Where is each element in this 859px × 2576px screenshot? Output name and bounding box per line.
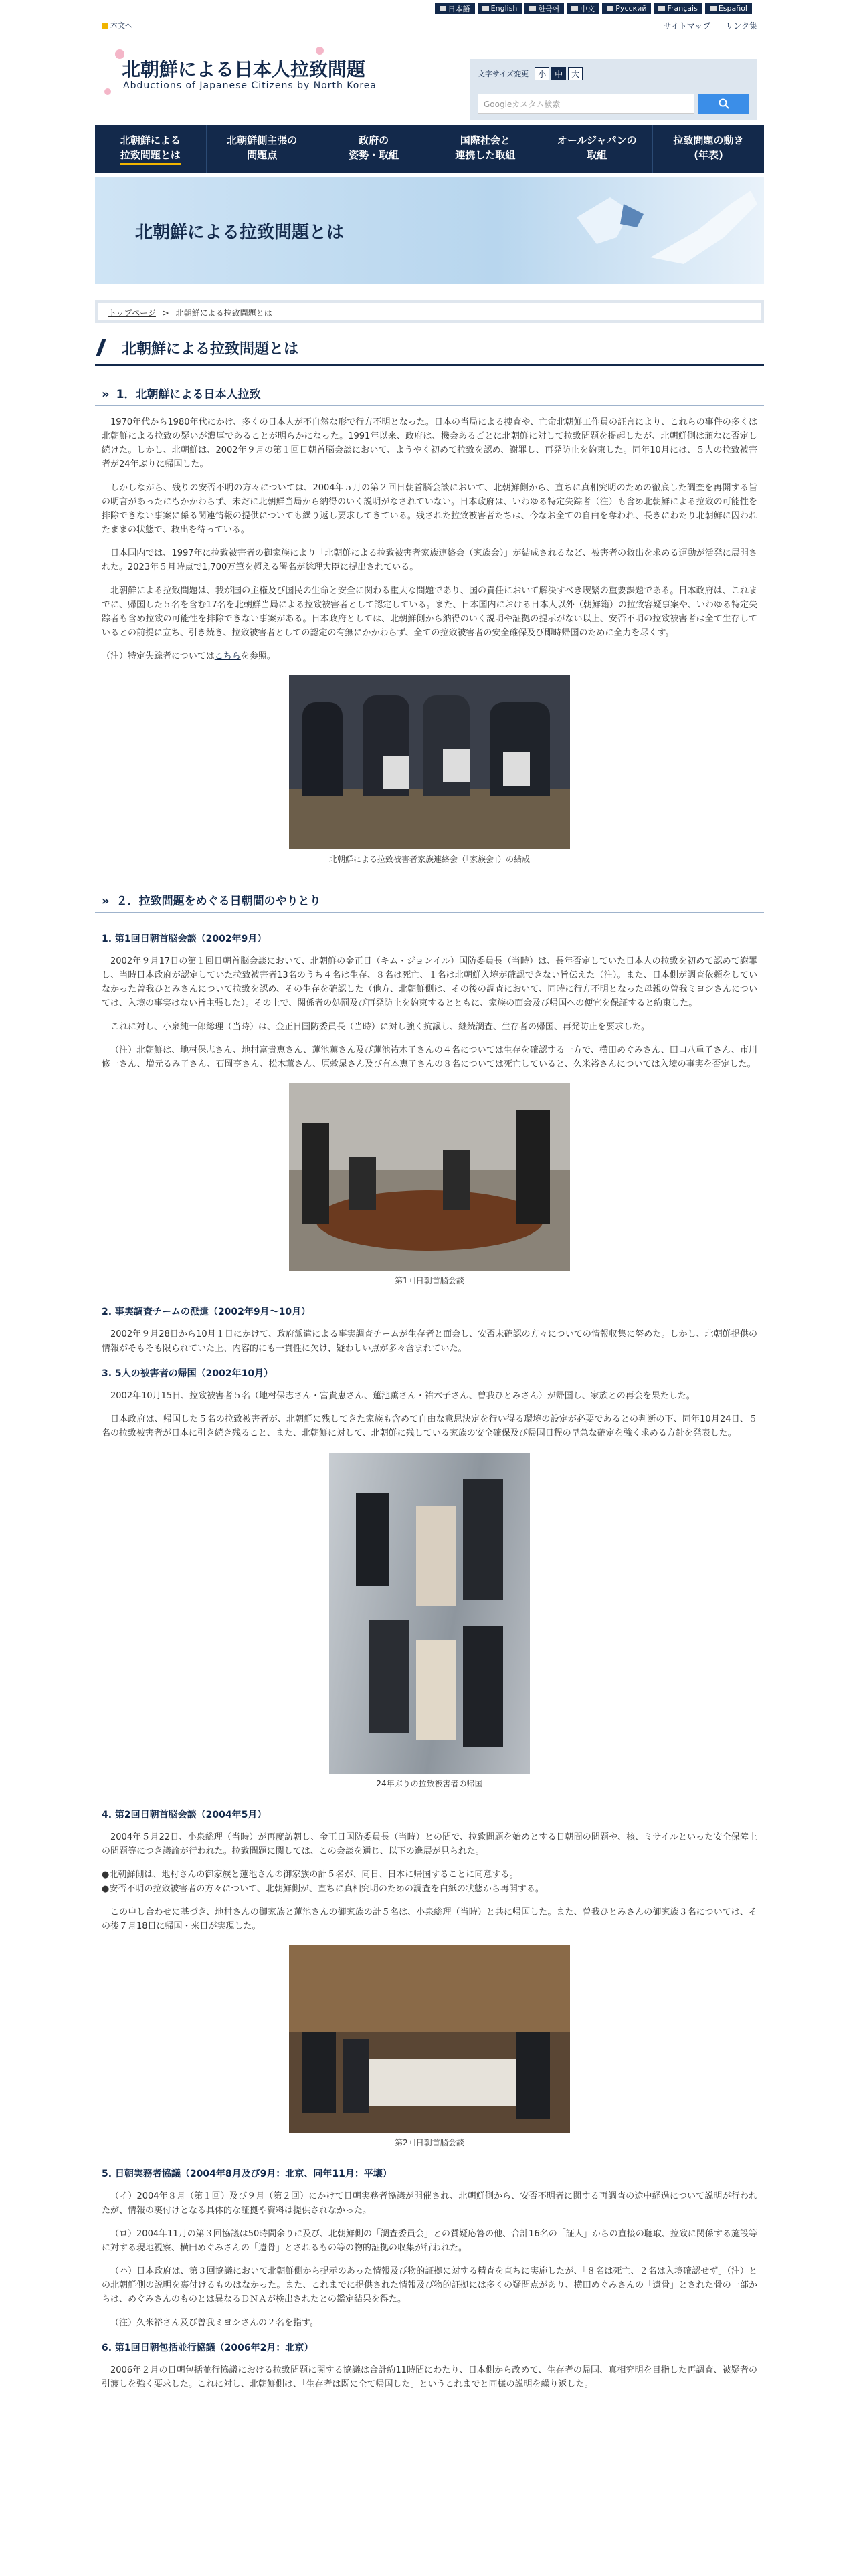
breadcrumb [95, 300, 764, 323]
page-title: 北朝鮮による拉致問題とは [135, 223, 345, 243]
flag-icon [440, 6, 446, 11]
font-size-switcher [478, 67, 749, 80]
nav-item[interactable] [95, 125, 207, 173]
paragraph: しかしながら、残りの安否不明の方々については、2004年５月の第２回日朝首脳会談において、北朝鮮側から、直ちに真相究明のための徹底した調査を再開する旨の明言があったにもかかわらず、未だに北朝鮮当局から納得のいく説明がなされていない。日本政府は、いわゆる特定失踪者（注）も含め北朝鮮による拉致の可能性を排除できない事案に係る関連情報の提供についても繰り返し要求してきている。残された拉致被害者たちは、今なお全ての自由を奪われ、長きにわたり北朝鮮に囚われたままの状態で、救出を待っている。 [102, 483, 757, 535]
paragraph: この申し合わせに基づき、地村さんの御家族と蓮池さんの御家族の計５名は、小泉総理（当時）と共に帰国した。また、曽我ひとみさんの御家族３名については、その後７月18日に帰国・来日が実現した。 [102, 1907, 757, 1931]
nav-item[interactable] [541, 125, 653, 173]
section-heading: 北朝鮮による拉致問題とは [95, 338, 764, 366]
language-link[interactable] [567, 3, 599, 14]
global-navigation [95, 125, 764, 173]
site-logo-title[interactable]: 北朝鮮による日本人拉致問題 [122, 58, 366, 80]
language-label: 한국어 [538, 4, 560, 13]
nav-item-line: 姿勢・取組 [349, 149, 399, 161]
language-label: Español [718, 4, 747, 13]
nav-item-line: 拉致問題の動き [673, 134, 744, 146]
paragraph: 2002年９月28日から10月１日にかけて、政府派遣による事実調査チームが生存者と面会し、安否未確認の方々についての情報収集に努めた。しかし、北朝鮮提供の情報がそもそも限られていた上、内容的にも一貫性に欠け、疑わしい点が多々含まれていた。 [102, 1329, 757, 1354]
paragraph: 2002年９月17日の第１回日朝首脳会談において、北朝鮮の金正日（キム・ジョンイル）国防委員長（当時）は、長年否定していた日本人の拉致を初めて認めて謝罪し、当時日本政府が認定していた拉致被害者13名のうち４名は生存、８名は死亡、１名は北朝鮮入境が確認できない旨伝えた（注）。また、日本側が調査依頼をしていなかった曽我ひとみさんについて拉致を認め、その生存を確認した（他方、北朝鮮側は、その後の調査において、同時に行方不明となった母親の曽我ミヨシさんについては、入境の事実はない旨主張した）。その上で、関係者の処罰及び再発防止を約束するとともに、家族の面会及び帰国への便宜を保証すると約束した。 [102, 956, 757, 1008]
photo-caption: 第2回日朝首脳会談 [395, 2138, 464, 2147]
summit-photo-2 [289, 1945, 570, 2133]
paragraph: （注）北朝鮮は、地村保志さん、地村富貴恵さん、蓮池薫さん及び蓮池祐木子さんの４名については生存を確認する一方で、横田めぐみさん、田口八重子さん、市川修一さん、増元るみ子さん、石岡亨さん、松木薫さん、原敕晁さん及び有本恵子さんの８名については死亡していると、久米裕さんについては入境の事実を否定した。 [102, 1045, 757, 1069]
nav-item-line: 問題点 [247, 149, 278, 161]
breadcrumb-current: 北朝鮮による拉致問題とは [175, 308, 272, 318]
flag-icon [710, 6, 717, 11]
note-text: （注）特定失踪者については [102, 651, 215, 661]
nav-item[interactable] [430, 125, 541, 173]
subsection-heading: 1. 第1回日朝首脳会談（2002年9月） [102, 934, 267, 944]
font-size-medium-button[interactable]: 中 [551, 67, 566, 80]
subsection-heading: 5. 日朝実務者協議（2004年8月及び9月：北京、同年11月：平壌） [102, 2169, 392, 2179]
nav-item-line: 北朝鮮側主張の [227, 134, 298, 146]
nav-item-line: 国際社会と [460, 134, 510, 146]
abductees-return-photo [329, 1453, 530, 1774]
nav-item-line: オールジャパンの [557, 134, 637, 146]
paragraph: 日本政府は、帰国した５名の拉致被害者が、北朝鮮に残してきた家族も含めて自由な意思決定を行い得る環境の設定が必要であるとの判断の下、同年10月24日、５名の拉致被害者が日本に引き続き残ること、また、北朝鮮に対して、北朝鮮に残している家族の安全確保及び帰国日程の早急な確定を強く求める方針を発表した。 [102, 1414, 757, 1438]
nav-item-line: 拉致問題とは [120, 149, 181, 165]
language-link[interactable] [705, 3, 752, 14]
blossom-icon [104, 88, 111, 95]
language-label: Français [667, 4, 698, 13]
search-button[interactable] [698, 94, 749, 114]
summit-photo-1 [289, 1083, 570, 1271]
paragraph: （ロ）2004年11月の第３回協議は50時間余りに及び、北朝鮮側の「調査委員会」との質疑応答の他、合計16名の「証人」からの直接の聴取、拉致に関係する施設等に対する現地視察、横田めぐみさんの「遺骨」とされるもの等の物的証拠の収集が行われた。 [102, 2229, 757, 2253]
paragraph: 北朝鮮による拉致問題は、我が国の主権及び国民の生命と安全に関わる重大な問題であり、国の責任において解決すべき喫緊の重要課題である。日本政府は、これまでに、帰国した５名を含む17名を北朝鮮当局による拉致被害者として認定している。また、日本国内における日本人以外（朝鮮籍）の拉致容疑事案や、いわゆる特定失踪者も含め拉致の可能性を排除できない事案がある。日本政府としては、北朝鮮側から納得のいく説明や証拠の提示がない以上、安否不明の拉致被害者は全て生存しているとの前提に立ち、引き続き、拉致被害者としての認定の有無にかかわらず、全ての拉致被害者の安全確保及び即時帰国のために全力を尽くす。 [102, 586, 757, 638]
language-label: 中文 [580, 4, 595, 13]
flag-icon [529, 6, 536, 11]
flag-icon [482, 6, 489, 11]
nav-item-line: 取組 [587, 149, 607, 161]
family-association-photo [289, 675, 570, 849]
site-logo-subtitle: Abductions of Japanese Citizens by North Korea [123, 80, 377, 91]
language-label: Русский [615, 4, 647, 13]
search-icon [719, 98, 729, 109]
subsection-heading: 6. 第1回日朝包括並行協議（2006年2月：北京） [102, 2343, 314, 2353]
language-link[interactable] [524, 3, 564, 14]
breadcrumb-home-link[interactable]: トップページ [108, 308, 156, 318]
language-bar [0, 0, 859, 15]
language-label: English [490, 4, 518, 13]
note-link[interactable]: こちら [214, 651, 241, 661]
paragraph: （イ）2004年８月（第１回）及び９月（第２回）にかけて日朝実務者協議が開催され、北朝鮮側から、安否不明者に関する再調査の途中経過について説明が行われたが、情報の裏付けとなる具体的な証拠や資料は提供されなかった。 [102, 2191, 757, 2216]
language-link[interactable] [602, 3, 651, 14]
paragraph: （ハ）日本政府は、第３回協議において北朝鮮側から提示のあった情報及び物的証拠に対する精査を直ちに実施したが、「８名は死亡、２名は入境確認せず」（注）との北朝鮮側の説明を裏付けるものはなかった。また、これまでに提供された情報及び物的証拠には多くの疑問点があり、横田めぐみさんの「遺骨」とされた骨の一部からは、めぐみさんのものとは異なるＤＮＡが検出されたとの鑑定結果を得た。 [102, 2266, 757, 2304]
blossom-icon [316, 47, 324, 55]
font-size-label: 文字サイズ変更 [478, 70, 529, 78]
nav-item[interactable] [653, 125, 764, 173]
nav-item-line: (年表) [694, 149, 723, 161]
font-size-large-button[interactable]: 大 [568, 67, 583, 80]
font-size-small-button[interactable]: 小 [535, 67, 549, 80]
search-input[interactable]: Googleカスタム検索 [478, 94, 694, 114]
skip-to-content-link[interactable]: 本文へ [102, 20, 132, 31]
note: （注）久米裕さん及び曽我ミヨシさんの２名を指す。 [110, 2318, 318, 2328]
links-link[interactable]: リンク集 [725, 21, 757, 31]
language-link[interactable] [478, 3, 522, 14]
language-label: 日本語 [448, 4, 470, 13]
sitemap-link[interactable]: サイトマップ [663, 21, 711, 31]
paragraph: これに対し、小泉純一郎総理（当時）は、金正日国防委員長（当時）に対し強く抗議し、継続調査、生存者の帰国、再発防止を要求した。 [110, 1022, 650, 1032]
paragraph: 2006年２月の日朝包括並行協議における拉致問題に関する協議は合計約11時間にわたり、日本側から改めて、生存者の帰国、真相究明を目指した再調査、被疑者の引渡しを強く要求した。これに対し、北朝鮮側は、「生存者は既に全て帰国した」というこれまでと同様の説明を繰り返した。 [102, 2365, 757, 2389]
flag-icon [607, 6, 613, 11]
section-2-heading: » ２．拉致問題をめぐる日朝間のやりとり [95, 891, 764, 913]
language-link[interactable] [654, 3, 702, 14]
subsection-heading: 3. 5人の被害者の帰国（2002年10月） [102, 1368, 274, 1379]
section-1-heading: » 1．北朝鮮による日本人拉致 [95, 385, 764, 406]
photo-caption: 第1回日朝首脳会談 [395, 1276, 464, 1285]
subsection-heading: 2. 事実調査チームの派遣（2002年9月〜10月） [102, 1307, 311, 1317]
breadcrumb-separator: > [162, 308, 169, 318]
nav-item[interactable] [207, 125, 318, 173]
nav-item[interactable] [318, 125, 430, 173]
hero-banner [95, 177, 764, 284]
nav-item-line: 北朝鮮による [120, 134, 181, 146]
nav-item-line: 連携した取組 [455, 149, 516, 161]
paragraph: 1970年代から1980年代にかけ、多くの日本人が不自然な形で行方不明となった。日本の当局による捜査や、亡命北朝鮮工作員の証言により、これらの事件の多くは北朝鮮による拉致の疑いが濃厚であることが明らかになった。1991年以来、政府は、機会あるごとに北朝鮮に対して拉致問題を提起したが、北朝鮮側は頑なに否定し続けた。しかし、北朝鮮は、2002年９月の第１回日朝首脳会談において、ようやく初めて拉致を認め、謝罪し、再発防止を約束した。同年10月には、５人の拉致被害者が24年ぶりに帰国した。 [102, 417, 757, 469]
nav-item-line: 政府の [359, 134, 389, 146]
language-link[interactable] [435, 3, 475, 14]
photo-caption: 24年ぶりの拉致被害者の帰国 [376, 1779, 483, 1788]
bullet-item: ●安否不明の拉致被害者の方々について、北朝鮮側が、直ちに真相究明のための調査を白紙の状態から再開する。 [102, 1884, 544, 1894]
search-panel [470, 59, 757, 120]
note-text: を参照。 [240, 651, 276, 661]
top-links [664, 20, 757, 31]
note [95, 649, 764, 663]
paragraph: 2002年10月15日、拉致被害者５名（地村保志さん・富貴恵さん、蓮池薫さん・祐木子さん、曽我ひとみさん）が帰国し、家族との再会を果たした。 [110, 1391, 695, 1401]
map-illustration-icon [550, 177, 764, 284]
paragraph: 2004年５月22日、小泉総理（当時）が再度訪朝し、金正日国防委員長（当時）との間で、拉致問題を始めとする日朝間の問題や、核、ミサイルといった安全保障上の問題等につき議論が行われた。拉致問題に関しては、この会談を通じ、以下の進展が見られた。 [102, 1832, 757, 1856]
flag-icon [658, 6, 665, 11]
flag-icon [571, 6, 578, 11]
photo-caption: 北朝鮮による拉致被害者家族連絡会（「家族会」）の結成 [328, 855, 530, 864]
subsection-heading: 4. 第2回日朝首脳会談（2004年5月） [102, 1810, 267, 1820]
site-header [95, 15, 764, 125]
paragraph: 日本国内では、1997年に拉致被害者の御家族により「北朝鮮による拉致被害者家族連絡会（家族会）」が結成されるなど、被害者の救出を求める運動が活発に展開された。2023年５月時点で1,700万筆を超える署名が総理大臣に提出されている。 [102, 548, 757, 572]
bullet-item: ●北朝鮮側は、地村さんの御家族と蓮池さんの御家族の計５名が、同日、日本に帰国することに同意する。 [102, 1870, 518, 1880]
